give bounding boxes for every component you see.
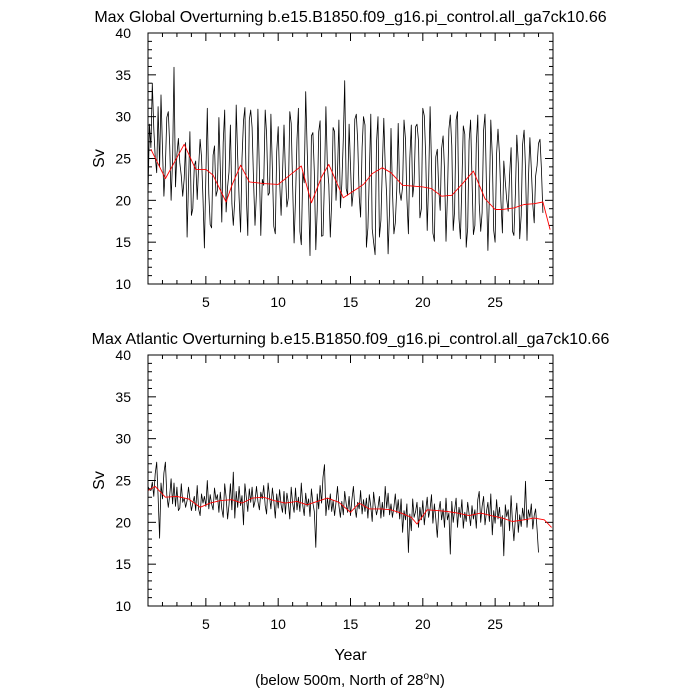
y-tick-label: 30: [115, 108, 131, 125]
footnote-superscript: o: [423, 671, 430, 682]
y-tick-label: 10: [115, 276, 131, 292]
x-tick-label: 15: [342, 616, 359, 632]
y-tick-label: 35: [115, 388, 131, 405]
y-tick-label: 10: [115, 598, 131, 614]
y-tick-label: 20: [115, 514, 131, 531]
x-tick-label: 5: [201, 616, 210, 632]
y-tick-label: 40: [115, 25, 131, 41]
plot-frame: [148, 355, 553, 606]
y-tick-label: 20: [115, 192, 131, 209]
y-tick-label: 30: [115, 430, 131, 447]
y-tick-label: 25: [115, 150, 131, 167]
x-tick-label: 5: [201, 294, 210, 310]
x-tick-label: 25: [487, 616, 503, 632]
x-tick-label: 10: [270, 294, 286, 310]
footnote-suffix: N): [429, 672, 445, 689]
y-tick-label: 15: [115, 234, 131, 251]
y-tick-label: 35: [115, 66, 131, 83]
footnote: [255, 671, 445, 689]
x-tick-label: 20: [415, 294, 431, 310]
x-axis-label: Year: [334, 647, 367, 664]
y-axis-label: Sv: [91, 149, 108, 168]
chart-title: Max Atlantic Overturning b.e15.B1850.f09_g16.pi_control.all_ga7ck10.66: [91, 331, 610, 348]
chart-title: Max Global Overturning b.e15.B1850.f09_g16.pi_control.all_ga7ck10.66: [94, 9, 607, 26]
y-tick-label: 25: [115, 472, 131, 489]
y-axis-label: Sv: [91, 471, 108, 490]
x-tick-label: 25: [487, 294, 503, 310]
x-tick-label: 10: [270, 616, 286, 632]
footnote-prefix: (below 500m, North of 28: [255, 672, 424, 689]
x-tick-label: 15: [342, 294, 359, 310]
global-overturning-panel: [91, 9, 607, 310]
y-tick-label: 40: [115, 347, 131, 363]
series-annual-line: [148, 67, 543, 255]
y-tick-label: 15: [115, 556, 131, 573]
series-annual-line: [148, 462, 539, 556]
x-tick-label: 20: [415, 616, 431, 632]
atlantic-overturning-panel: [91, 331, 609, 664]
